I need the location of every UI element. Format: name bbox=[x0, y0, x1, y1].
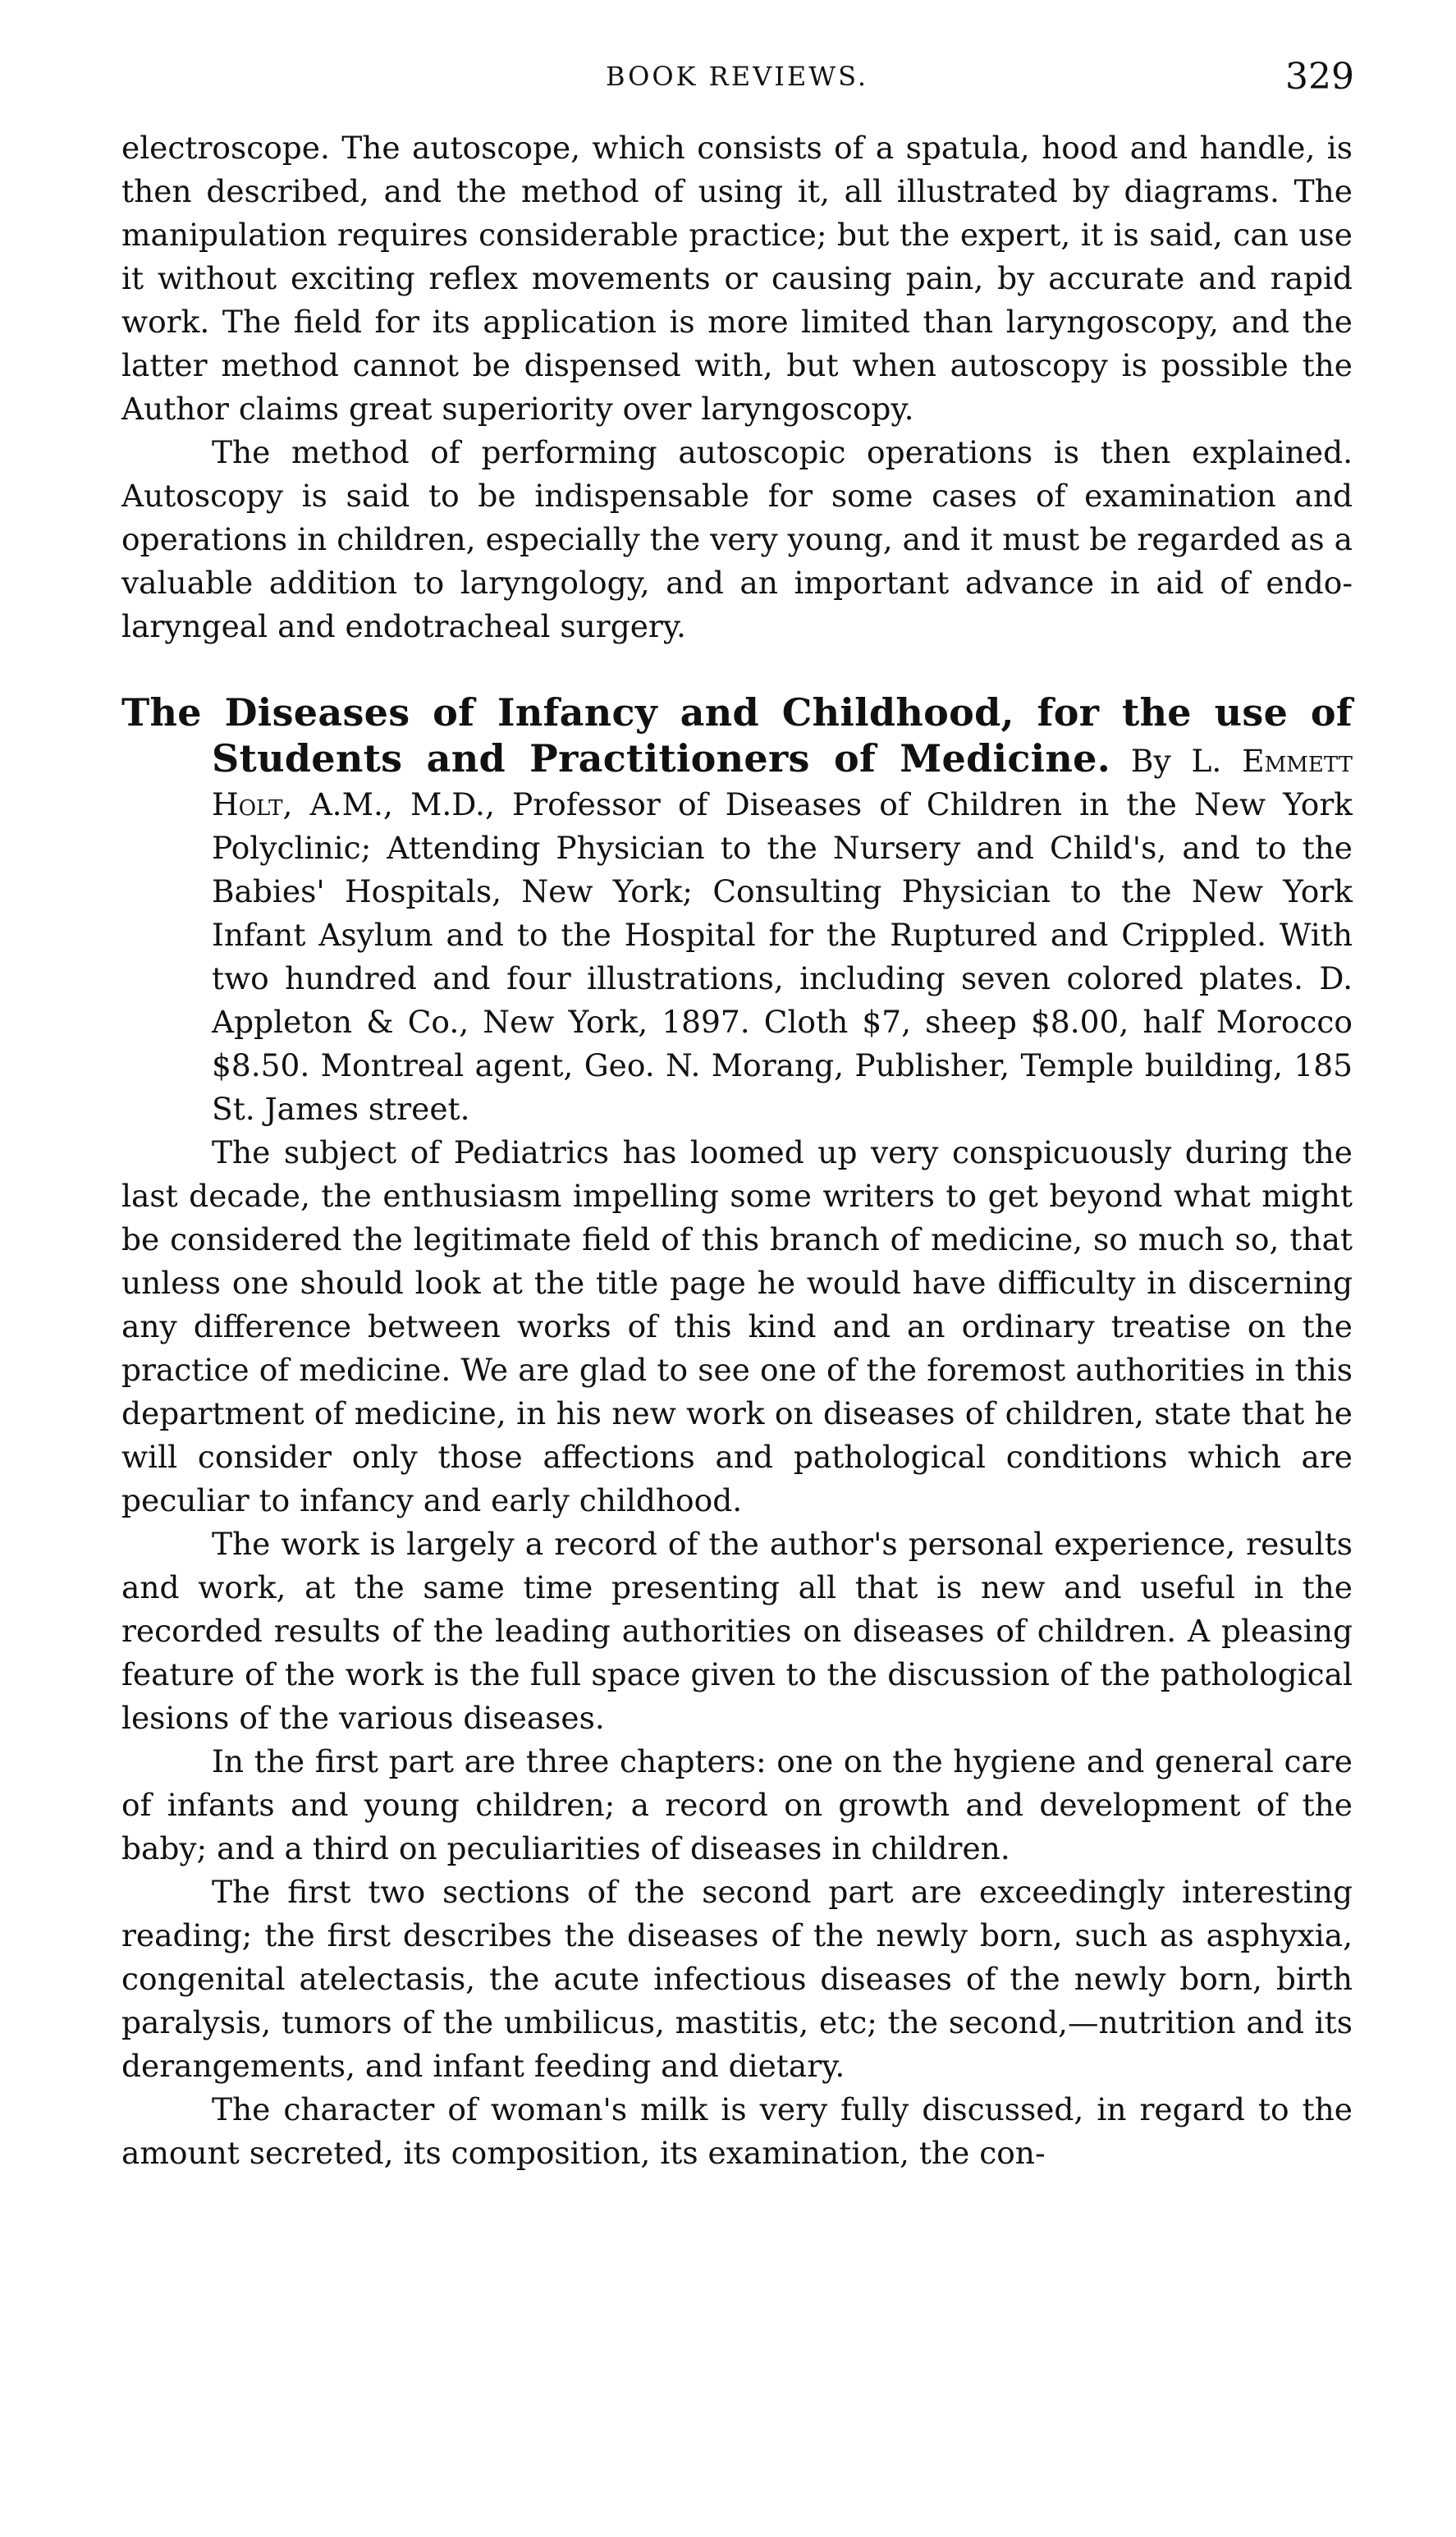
running-title: BOOK REVIEWS. bbox=[605, 61, 869, 92]
section-spacer bbox=[121, 648, 1353, 691]
bibliographic-details: Professor of Diseases of Children in the New York Polyclinic; Attending Physician to the Nursery and Child's, and to the Babies' Hospitals, New York; Consulting Physician to the New York Infant Asylum and to the Hospital for the Ruptured and Crippled. With two hundred and four illustrations, including seven colored plates. D. Appleton & Co., New York, 1897. Cloth $7, sheep $8.00, half Morocco $8.50. Montreal agent, Geo. N. Morang, Publisher, Temple building, 185 St. James street. bbox=[212, 786, 1353, 1127]
book-title: The Diseases of Infancy and Childhood, for the use of Students and Practitioners of Medicine. bbox=[121, 690, 1353, 781]
article-text bbox=[121, 126, 1353, 2175]
author-name: L. Emmett Holt, A.M., M.D., bbox=[212, 743, 1353, 822]
page-number: 329 bbox=[1285, 56, 1354, 98]
by-label: By bbox=[1130, 743, 1171, 779]
paragraph-autoscope-continued: electroscope. The autoscope, which consists of a spatula, hood and handle, is then described, and the method of using it, all illustrated by diagrams. The manipulation requires considerable practice; but the expert, it is said, can use it without exciting reflex movements or causing pain, by accurate and rapid work. The field for its application is more limited than laryngoscopy, and the latter method cannot be dispensed with, but when autoscopy is possible the Author claims great superiority over laryngoscopy. bbox=[121, 130, 1353, 427]
paragraph-first-part: In the first part are three chapters: one on the hygiene and general care of infants and young children; a record on growth and development of the baby; and a third on peculiarities of diseases in children. bbox=[121, 1743, 1353, 1866]
book-page bbox=[121, 56, 1354, 2175]
paragraph-author-experience: The work is largely a record of the author's personal experience, results and work, at the same time presenting all that is new and useful in the recorded results of the leading authorities on diseases of children. A pleasing feature of the work is the full space given to the discussion of the pathological lesions of the various diseases. bbox=[121, 1526, 1353, 1736]
book-citation bbox=[121, 691, 1353, 1131]
paragraph-womans-milk: The character of woman's milk is very fully discussed, in regard to the amount secreted, its composition, its examination, the con- bbox=[121, 2091, 1353, 2171]
paragraph-pediatrics: The subject of Pediatrics has loomed up very conspicuously during the last decade, the enthusiasm impelling some writers to get beyond what might be considered the legitimate field of this branch of medicine, so much so, that unless one should look at the title page he would have difficulty in discerning any difference between works of this kind and an ordinary treatise on the practice of medicine. We are glad to see one of the foremost authorities in this department of medicine, in his new work on diseases of children, state that he will consider only those affections and pathological conditions which are peculiar to infancy and early childhood. bbox=[121, 1134, 1353, 1518]
paragraph-autoscopic-operations: The method of performing autoscopic operations is then explained. Autoscopy is said to be indispensable for some cases of examination and operations in children, especially the very young, and it must be regarded as a valuable addition to laryngology, and an important advance in aid of endo-laryngeal and endotracheal surgery. bbox=[121, 434, 1353, 644]
paragraph-second-part: The first two sections of the second part are exceedingly interesting reading; the first describes the diseases of the newly born, such as asphyxia, congenital atelectasis, the acute infectious diseases of the newly born, birth paralysis, tumors of the umbilicus, mastitis, etc; the second,—nutrition and its derangements, and infant feeding and dietary. bbox=[121, 1874, 1353, 2084]
running-head bbox=[121, 56, 1354, 110]
